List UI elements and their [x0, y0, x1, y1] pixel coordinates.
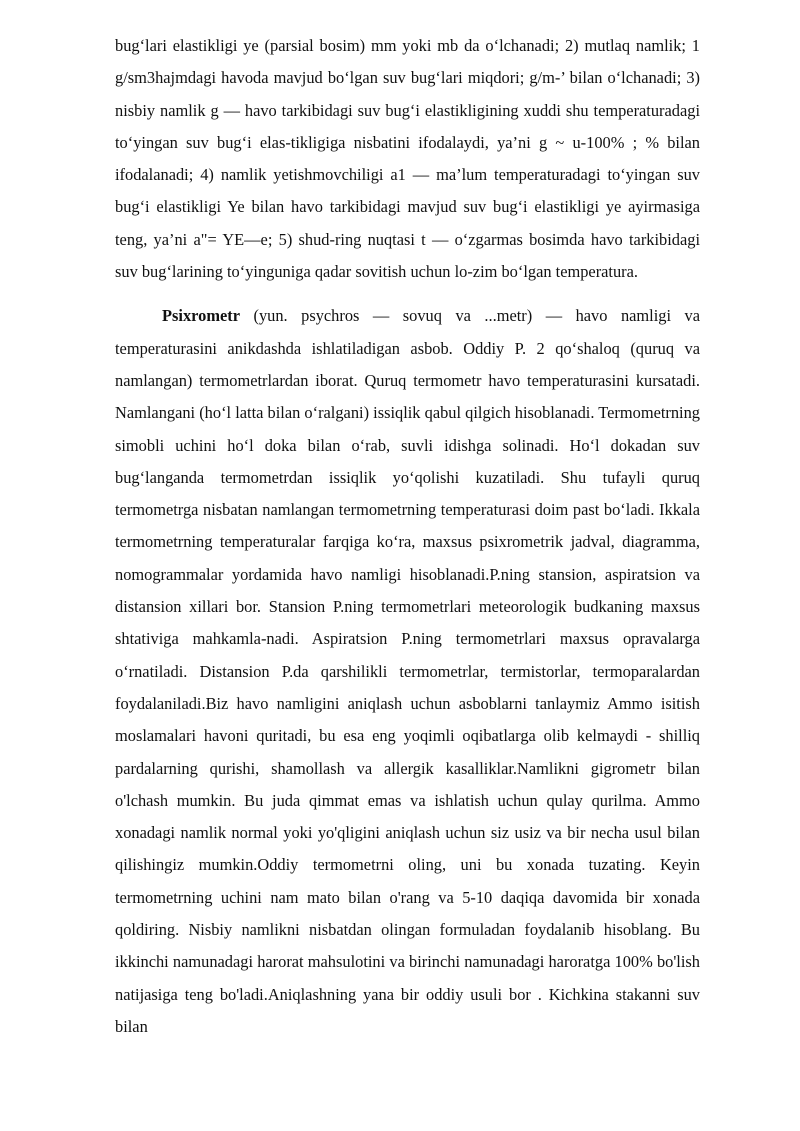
paragraph-psychrometer — [115, 300, 700, 1043]
term-psixrometr: Psixrometr — [162, 306, 240, 326]
paragraph-humidity-definitions: bug‘lari elastikligi ye (parsial bosim) mm yoki mb da o‘lchanadi; 2) mutlaq namlik; 1 g/sm3hajmdagi havoda mavjud bo‘lgan suv bug‘lari miqdori; g/m-’ bilan o‘lchanadi; 3) nisbiy namlik g — havo tarkibidagi suv bug‘i elastikligining xuddi shu temperaturadagi to‘yingan suv bug‘i elas-tikligiga nisbatini ifodalaydi, ya’ni g ~ u-100% ; % bilan ifodalanadi; 4) namlik yetishmovchiligi a1 — ma’lum temperaturadagi to‘yingan suv bug‘i elastikligi Ye bilan havo tarkibidagi mavjud suv bug‘i elastikligi ye ayirmasiga teng, ya’ni a"= YE—e; 5) shud-ring nuqtasi t — o‘zgarmas bosimda havo tarkibidagi suv bug‘larining to‘yinguniga qadar sovitish uchun lo-zim bo‘lgan temperatura. — [115, 36, 700, 282]
paragraph-psychrometer-text: (yun. psychros — sovuq va ...metr) — havo namligi va temperaturasini anikdashda ishlatiladigan asbob. Oddiy P. 2 qo‘shaloq (quruq va namlangan) termometrlardan iborat. Quruq termometr havo temperaturasini kursatadi. Namlangani (ho‘l latta bilan o‘ralgani) issiqlik qabul qilgich hisoblanadi. Termometrning simobli uchini ho‘l doka bilan o‘rab, suvli idishga solinadi. Ho‘l dokadan suv bug‘langanda termometrdan issiqlik yo‘qolishi kuzatiladi. Shu tufayli quruq termometrga nisbatan namlangan termometrning temperaturasi doim past bo‘ladi. Ikkala termometrning temperaturalar farqiga ko‘ra, maxsus psixrometrik jadval, diagramma, nomogrammalar yordamida havo namligi hisoblanadi.P.ning stansion, aspiratsion va distansion xillari bor. Stansion P.ning termometrlari meteorologik budkaning maxsus shtativiga mahkamla-nadi. Aspiratsion P.ning termometrlari maxsus opravalarga o‘rnatiladi. Distansion P.da qarshilikli termometrlar, termistorlar, termoparalardan foydalaniladi.Biz havo namligini aniqlash uchun asboblarni tanlaymiz Ammo isitish moslamalari havoni quritadi, bu esa eng yoqimli oqibatlarga olib kelmaydi - shilliq pardalarning qurishi, shamollash va allergik kasalliklar.Namlikni gigrometr bilan o'lchash mumkin. Bu juda qimmat emas va ishlatish uchun qulay qurilma. Ammo xonadagi namlik normal yoki yo'qligini aniqlash uchun siz usiz va bir necha usul bilan qilishingiz mumkin.Oddiy termometrni oling, uni bu xonada tuzating. Keyin termometrning uchini nam mato bilan o'rang va 5-10 daqiqa davomida bir xonada qoldiring. Nisbiy namlikni nisbatdan olingan formuladan foydalanib hisoblang. Bu ikkinchi namunadagi harorat mahsulotini va birinchi namunadagi haroratga 100% bo'lish natijasiga teng bo'ladi.Aniqlashning yana bir oddiy usuli bor . Kichkina stakanni suv bilan — [115, 306, 700, 1036]
document-page — [115, 30, 700, 1043]
